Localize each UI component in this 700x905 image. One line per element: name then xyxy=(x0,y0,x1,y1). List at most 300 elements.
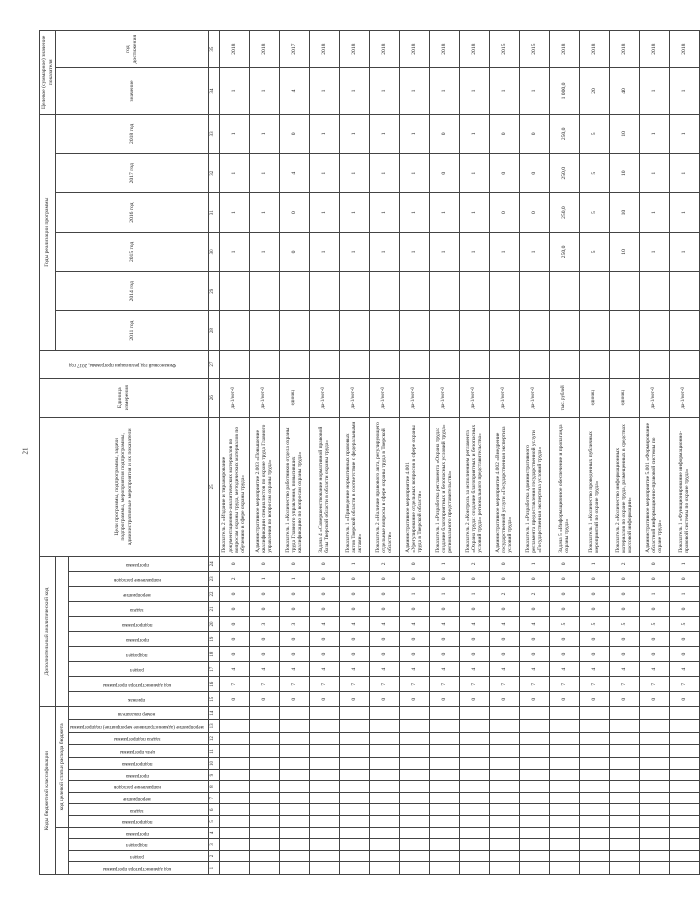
header-classifier-blank xyxy=(56,556,69,707)
row-unit: да-1/нет-0 xyxy=(489,378,519,417)
budget-code-cell xyxy=(279,781,309,793)
vertical-header-4: программа xyxy=(69,827,208,839)
row-year-value: 1 xyxy=(639,232,669,271)
budget-code-cell xyxy=(399,745,429,758)
budget-code-cell xyxy=(339,769,369,781)
budget-code-cell xyxy=(279,758,309,770)
row-year-value xyxy=(399,272,429,311)
budget-code-cell xyxy=(519,781,549,793)
header-year-2014: 2014 год xyxy=(56,272,208,311)
row-year-value: 1 xyxy=(489,232,519,271)
budget-code-cell xyxy=(489,745,519,758)
budget-code-cell xyxy=(429,769,459,781)
budget-code-cell xyxy=(519,804,549,816)
classifier-code-cell: 0 xyxy=(549,692,579,707)
row-year-value xyxy=(219,311,249,350)
budget-code-cell xyxy=(369,804,399,816)
table-row xyxy=(399,31,429,875)
row-target-year: 2018 xyxy=(219,31,249,68)
classifier-code-cell: 0 xyxy=(489,571,519,586)
vertical-header-17: раздел xyxy=(69,662,208,677)
classifier-code-cell: 4 xyxy=(309,662,339,677)
budget-code-cell xyxy=(519,769,549,781)
budget-code-cell xyxy=(309,732,339,745)
row-unit: единиц xyxy=(579,378,609,417)
classifier-code-cell: 0 xyxy=(249,556,279,571)
budget-code-cell xyxy=(249,720,279,733)
row-funding xyxy=(639,350,669,378)
classifier-code-cell: 2 xyxy=(489,586,519,601)
header-name: Цели программы, подпрограммы, задачи подпрограммы, мероприятия подпрограммы, административные мероприятия и их показатели xyxy=(40,417,209,556)
classifier-code-cell: 0 xyxy=(609,647,639,662)
budget-code-cell xyxy=(459,862,489,875)
row-target-year: 2018 xyxy=(339,31,369,68)
budget-code-cell xyxy=(489,769,519,781)
budget-code-cell xyxy=(369,769,399,781)
budget-code-cell xyxy=(249,745,279,758)
row-funding xyxy=(309,350,339,378)
budget-code-cell xyxy=(549,804,579,816)
classifier-code-cell: 0 xyxy=(549,556,579,571)
classifier-code-cell: 3 xyxy=(279,617,309,632)
classifier-code-cell: 2 xyxy=(219,571,249,586)
budget-code-cell xyxy=(279,827,309,839)
row-year-value: 1 xyxy=(459,193,489,232)
budget-code-cell xyxy=(579,720,609,733)
classifier-code-cell: 0 xyxy=(249,601,279,616)
column-number: 15 xyxy=(208,692,219,707)
budget-code-cell xyxy=(279,769,309,781)
header-year-2017: 2017 год xyxy=(56,154,208,193)
classifier-code-cell: 4 xyxy=(399,662,429,677)
vertical-header-10: подпрограмма xyxy=(69,758,208,770)
row-name: Административное мероприятие 2.003 «Повышение квалификации специалистов по охране труда Главного управления по вопросам охраны труда» xyxy=(249,417,279,556)
row-name: Административное мероприятие 4.002 «Внедрение государственной услуги «Государственная экспертиза условий труда» xyxy=(489,417,519,556)
column-number: 34 xyxy=(208,68,219,114)
budget-code-cell xyxy=(639,862,669,875)
budget-code-cell xyxy=(429,792,459,804)
classifier-code-cell: 4 xyxy=(429,662,459,677)
row-year-value: 1 xyxy=(459,232,489,271)
row-funding xyxy=(249,350,279,378)
classifier-code-cell: 0 xyxy=(549,647,579,662)
row-target-value: 20 xyxy=(579,68,609,114)
budget-code-cell xyxy=(309,781,339,793)
row-year-value: 1 xyxy=(639,154,669,193)
vertical-header-14: номер показателя xyxy=(69,707,208,720)
budget-code-cell xyxy=(489,804,519,816)
column-number: 7 xyxy=(208,792,219,804)
row-year-value: 1 xyxy=(249,232,279,271)
row-year-value xyxy=(549,272,579,311)
classifier-code-cell: 5 xyxy=(639,617,669,632)
column-number: 33 xyxy=(208,114,219,153)
column-number: 10 xyxy=(208,758,219,770)
row-funding xyxy=(219,350,249,378)
classifier-code-cell: 1 xyxy=(639,586,669,601)
classifier-code-cell: 1 xyxy=(279,571,309,586)
row-year-value xyxy=(219,272,249,311)
budget-code-cell xyxy=(219,804,249,816)
header-year-2018: 2018 год xyxy=(56,114,208,153)
classifier-code-cell: 0 xyxy=(459,601,489,616)
classifier-code-cell: 0 xyxy=(519,571,549,586)
classifier-code-cell: 7 xyxy=(609,677,639,692)
row-funding xyxy=(339,350,369,378)
budget-code-cell xyxy=(609,707,639,720)
header-program-classifier: Дополнительный аналитический код xyxy=(40,556,56,707)
classifier-code-cell: 5 xyxy=(579,617,609,632)
classifier-code-cell: 0 xyxy=(609,586,639,601)
classifier-code-cell: 4 xyxy=(219,662,249,677)
table-row xyxy=(549,31,579,875)
row-funding xyxy=(489,350,519,378)
row-unit: единиц xyxy=(279,378,309,417)
budget-code-cell xyxy=(489,862,519,875)
classifier-code-cell: 4 xyxy=(309,617,339,632)
row-year-value xyxy=(579,311,609,350)
row-year-value xyxy=(639,311,669,350)
classifier-code-cell: 2 xyxy=(369,556,399,571)
budget-code-cell xyxy=(459,792,489,804)
classifier-code-cell: 0 xyxy=(669,601,699,616)
budget-code-cell xyxy=(459,720,489,733)
budget-code-cell xyxy=(669,720,699,733)
budget-code-cell xyxy=(399,769,429,781)
row-year-value: 1 xyxy=(369,154,399,193)
classifier-code-cell: 0 xyxy=(459,647,489,662)
budget-code-cell xyxy=(669,758,699,770)
vertical-header-11: цель программы xyxy=(69,745,208,758)
row-year-value: 5 xyxy=(579,154,609,193)
budget-code-cell xyxy=(399,758,429,770)
budget-code-cell xyxy=(579,732,609,745)
row-year-value: 1 xyxy=(339,193,369,232)
classifier-code-cell: 0 xyxy=(219,556,249,571)
budget-code-cell xyxy=(429,720,459,733)
classifier-code-cell: 1 xyxy=(429,556,459,571)
column-number: 13 xyxy=(208,720,219,733)
budget-code-cell xyxy=(609,732,639,745)
row-target-value: 1 xyxy=(339,68,369,114)
row-year-value xyxy=(429,311,459,350)
row-funding xyxy=(279,350,309,378)
row-unit: да-1/нет-0 xyxy=(669,378,699,417)
budget-code-cell xyxy=(249,781,279,793)
budget-code-cell xyxy=(399,732,429,745)
row-name: Показатель 1 «Приведение нормативных правовых актов Тверской области в соответствие с федеральными актами» xyxy=(339,417,369,556)
row-target-value: 1 xyxy=(429,68,459,114)
budget-code-cell xyxy=(309,769,339,781)
budget-code-cell xyxy=(399,850,429,862)
classifier-code-cell: 0 xyxy=(399,556,429,571)
budget-code-cell xyxy=(339,804,369,816)
budget-code-cell xyxy=(429,758,459,770)
classifier-code-cell: 0 xyxy=(219,632,249,647)
budget-code-cell xyxy=(249,839,279,851)
row-year-value: 1 xyxy=(249,154,279,193)
budget-code-cell xyxy=(369,850,399,862)
classifier-code-cell: 4 xyxy=(639,662,669,677)
budget-code-cell xyxy=(279,732,309,745)
row-year-value: 0 xyxy=(519,154,549,193)
row-target-year: 2018 xyxy=(549,31,579,68)
row-year-value xyxy=(579,272,609,311)
budget-code-cell xyxy=(429,827,459,839)
row-year-value: 250,0 xyxy=(549,232,579,271)
vertical-header-6: задача xyxy=(69,804,208,816)
row-unit: да-1/нет-0 xyxy=(519,378,549,417)
row-year-value: 1 xyxy=(219,232,249,271)
budget-code-cell xyxy=(579,758,609,770)
classifier-code-cell: 0 xyxy=(279,647,309,662)
classifier-code-cell: 5 xyxy=(669,617,699,632)
budget-code-cell xyxy=(429,781,459,793)
row-year-value: 1 xyxy=(339,232,369,271)
row-year-value: 1 xyxy=(399,232,429,271)
budget-code-cell xyxy=(549,707,579,720)
row-name: Задача 4 «Совершенствование нормативной правовой базы Тверской области в области охраны труда» xyxy=(309,417,339,556)
classifier-code-cell: 0 xyxy=(639,647,669,662)
column-number: 22 xyxy=(208,586,219,601)
vertical-header-13: мероприятие (административное мероприятие) подпрограммы xyxy=(69,720,208,733)
row-target-year: 2018 xyxy=(669,31,699,68)
classifier-code-cell: 7 xyxy=(549,677,579,692)
classifier-code-cell: 0 xyxy=(459,571,489,586)
budget-code-cell xyxy=(249,758,279,770)
classifier-code-cell: 0 xyxy=(639,692,669,707)
row-funding xyxy=(609,350,639,378)
column-number: 28 xyxy=(208,311,219,350)
budget-code-cell xyxy=(219,745,249,758)
budget-code-cell xyxy=(549,839,579,851)
classifier-code-cell: 0 xyxy=(339,586,369,601)
budget-code-cell xyxy=(609,804,639,816)
budget-code-cell xyxy=(429,839,459,851)
budget-code-cell xyxy=(339,732,369,745)
budget-code-cell xyxy=(459,850,489,862)
budget-code-cell xyxy=(339,781,369,793)
row-year-value: 10 xyxy=(609,193,639,232)
classifier-code-cell: 3 xyxy=(249,617,279,632)
budget-code-cell xyxy=(219,707,249,720)
classifier-code-cell: 0 xyxy=(429,692,459,707)
vertical-header-23: направление расходов xyxy=(69,571,208,586)
column-number: 32 xyxy=(208,154,219,193)
row-year-value: 0 xyxy=(279,114,309,153)
header-target: Целевое (суммарное) значение показателя xyxy=(40,31,56,115)
classifier-code-cell: 0 xyxy=(339,601,369,616)
row-year-value xyxy=(339,311,369,350)
classifier-code-cell: 4 xyxy=(579,662,609,677)
row-year-value: 1 xyxy=(669,193,699,232)
classifier-code-cell: 7 xyxy=(669,677,699,692)
budget-code-cell xyxy=(459,745,489,758)
row-year-value xyxy=(609,311,639,350)
classifier-code-cell: 5 xyxy=(549,617,579,632)
budget-code-cell xyxy=(339,758,369,770)
budget-code-cell xyxy=(489,839,519,851)
row-target-value: 1 xyxy=(519,68,549,114)
budget-code-cell xyxy=(339,816,369,828)
classifier-code-cell: 0 xyxy=(429,571,459,586)
classifier-code-cell: 0 xyxy=(579,647,609,662)
row-funding xyxy=(429,350,459,378)
program-table xyxy=(39,30,700,875)
classifier-code-cell: 7 xyxy=(219,677,249,692)
table-row xyxy=(429,31,459,875)
budget-code-cell xyxy=(579,816,609,828)
row-year-value: 1 xyxy=(399,114,429,153)
budget-code-cell xyxy=(219,758,249,770)
classifier-code-cell: 1 xyxy=(339,556,369,571)
classifier-code-cell: 0 xyxy=(369,632,399,647)
row-year-value: 10 xyxy=(609,154,639,193)
budget-code-cell xyxy=(609,745,639,758)
row-unit: да-1/нет-0 xyxy=(369,378,399,417)
budget-code-cell xyxy=(669,707,699,720)
classifier-code-cell: 0 xyxy=(579,601,609,616)
row-year-value: 10 xyxy=(609,232,639,271)
budget-code-cell xyxy=(639,792,669,804)
row-funding xyxy=(399,350,429,378)
row-year-value xyxy=(459,311,489,350)
budget-code-cell xyxy=(459,707,489,720)
budget-code-cell xyxy=(339,745,369,758)
column-number: 17 xyxy=(208,662,219,677)
classifier-code-cell: 0 xyxy=(549,571,579,586)
budget-code-cell xyxy=(219,839,249,851)
classifier-code-cell: 4 xyxy=(429,617,459,632)
budget-code-cell xyxy=(249,792,279,804)
column-number: 6 xyxy=(208,804,219,816)
row-year-value: 0 xyxy=(489,193,519,232)
vertical-header-8: направление расходов xyxy=(69,781,208,793)
budget-code-cell xyxy=(519,839,549,851)
column-number: 11 xyxy=(208,745,219,758)
budget-code-cell xyxy=(249,827,279,839)
row-year-value: 1 xyxy=(219,114,249,153)
column-number: 4 xyxy=(208,827,219,839)
budget-code-cell xyxy=(279,839,309,851)
row-funding xyxy=(459,350,489,378)
table-row xyxy=(579,31,609,875)
row-year-value xyxy=(369,311,399,350)
row-unit: да-1/нет-0 xyxy=(639,378,669,417)
budget-code-cell xyxy=(489,850,519,862)
budget-code-cell xyxy=(639,850,669,862)
classifier-code-cell: 1 xyxy=(669,556,699,571)
row-target-value: 1 xyxy=(369,68,399,114)
budget-code-cell xyxy=(549,732,579,745)
row-year-value: 1 xyxy=(309,154,339,193)
column-number: 18 xyxy=(208,647,219,662)
classifier-code-cell: 7 xyxy=(489,677,519,692)
row-year-value: 250,0 xyxy=(549,154,579,193)
row-target-value: 1 xyxy=(399,68,429,114)
budget-code-cell xyxy=(249,862,279,875)
classifier-code-cell: 0 xyxy=(219,647,249,662)
budget-code-cell xyxy=(309,839,339,851)
classifier-code-cell: 7 xyxy=(639,677,669,692)
row-funding xyxy=(369,350,399,378)
classifier-code-cell: 0 xyxy=(399,601,429,616)
row-year-value: 1 xyxy=(639,114,669,153)
budget-code-cell xyxy=(459,804,489,816)
budget-code-cell xyxy=(339,707,369,720)
budget-code-cell xyxy=(309,804,339,816)
budget-code-cell xyxy=(459,816,489,828)
row-year-value: 1 xyxy=(669,232,699,271)
table-row xyxy=(309,31,339,875)
budget-code-cell xyxy=(219,732,249,745)
budget-code-cell xyxy=(249,850,279,862)
row-year-value: 0 xyxy=(489,114,519,153)
classifier-code-cell: 2 xyxy=(459,556,489,571)
classifier-code-cell: 0 xyxy=(399,632,429,647)
classifier-code-cell: 4 xyxy=(399,617,429,632)
column-number: 14 xyxy=(208,707,219,720)
classifier-code-cell: 0 xyxy=(369,586,399,601)
budget-code-cell xyxy=(549,781,579,793)
classifier-code-cell: 4 xyxy=(339,617,369,632)
budget-code-cell xyxy=(279,745,309,758)
budget-code-cell xyxy=(429,745,459,758)
vertical-header-16: код администратора программы xyxy=(69,677,208,692)
budget-code-cell xyxy=(249,707,279,720)
vertical-header-7: мероприятие xyxy=(69,792,208,804)
classifier-code-cell: 0 xyxy=(429,632,459,647)
row-unit: да-1/нет-0 xyxy=(429,378,459,417)
row-year-value: 5 xyxy=(579,193,609,232)
row-year-value: 1 xyxy=(369,114,399,153)
classifier-code-cell: 0 xyxy=(489,556,519,571)
row-year-value: 0 xyxy=(489,154,519,193)
budget-code-cell xyxy=(399,816,429,828)
budget-code-cell xyxy=(489,781,519,793)
budget-code-cell xyxy=(519,862,549,875)
row-funding xyxy=(669,350,699,378)
budget-code-cell xyxy=(369,839,399,851)
vertical-header-20: подпрограмма xyxy=(69,617,208,632)
row-target-year: 2018 xyxy=(609,31,639,68)
budget-code-cell xyxy=(609,781,639,793)
row-target-year: 2015 xyxy=(519,31,549,68)
classifier-code-cell: 0 xyxy=(579,632,609,647)
row-year-value: 1 xyxy=(669,114,699,153)
row-year-value: 1 xyxy=(399,193,429,232)
classifier-code-cell: 0 xyxy=(339,692,369,707)
budget-code-cell xyxy=(369,816,399,828)
budget-code-cell xyxy=(669,732,699,745)
row-target-value: 1 xyxy=(459,68,489,114)
classifier-code-cell: 0 xyxy=(399,647,429,662)
row-year-value xyxy=(669,311,699,350)
classifier-code-cell: 0 xyxy=(309,647,339,662)
classifier-code-cell: 0 xyxy=(519,632,549,647)
classifier-code-cell: 0 xyxy=(279,556,309,571)
budget-code-cell xyxy=(339,827,369,839)
budget-code-cell xyxy=(669,804,699,816)
budget-code-cell xyxy=(459,839,489,851)
classifier-code-cell: 0 xyxy=(369,601,399,616)
budget-code-cell xyxy=(609,758,639,770)
classifier-code-cell: 0 xyxy=(309,632,339,647)
classifier-code-cell: 0 xyxy=(639,632,669,647)
header-year-2016: 2016 год xyxy=(56,193,208,232)
classifier-code-cell: 0 xyxy=(459,692,489,707)
classifier-code-cell: 4 xyxy=(669,662,699,677)
